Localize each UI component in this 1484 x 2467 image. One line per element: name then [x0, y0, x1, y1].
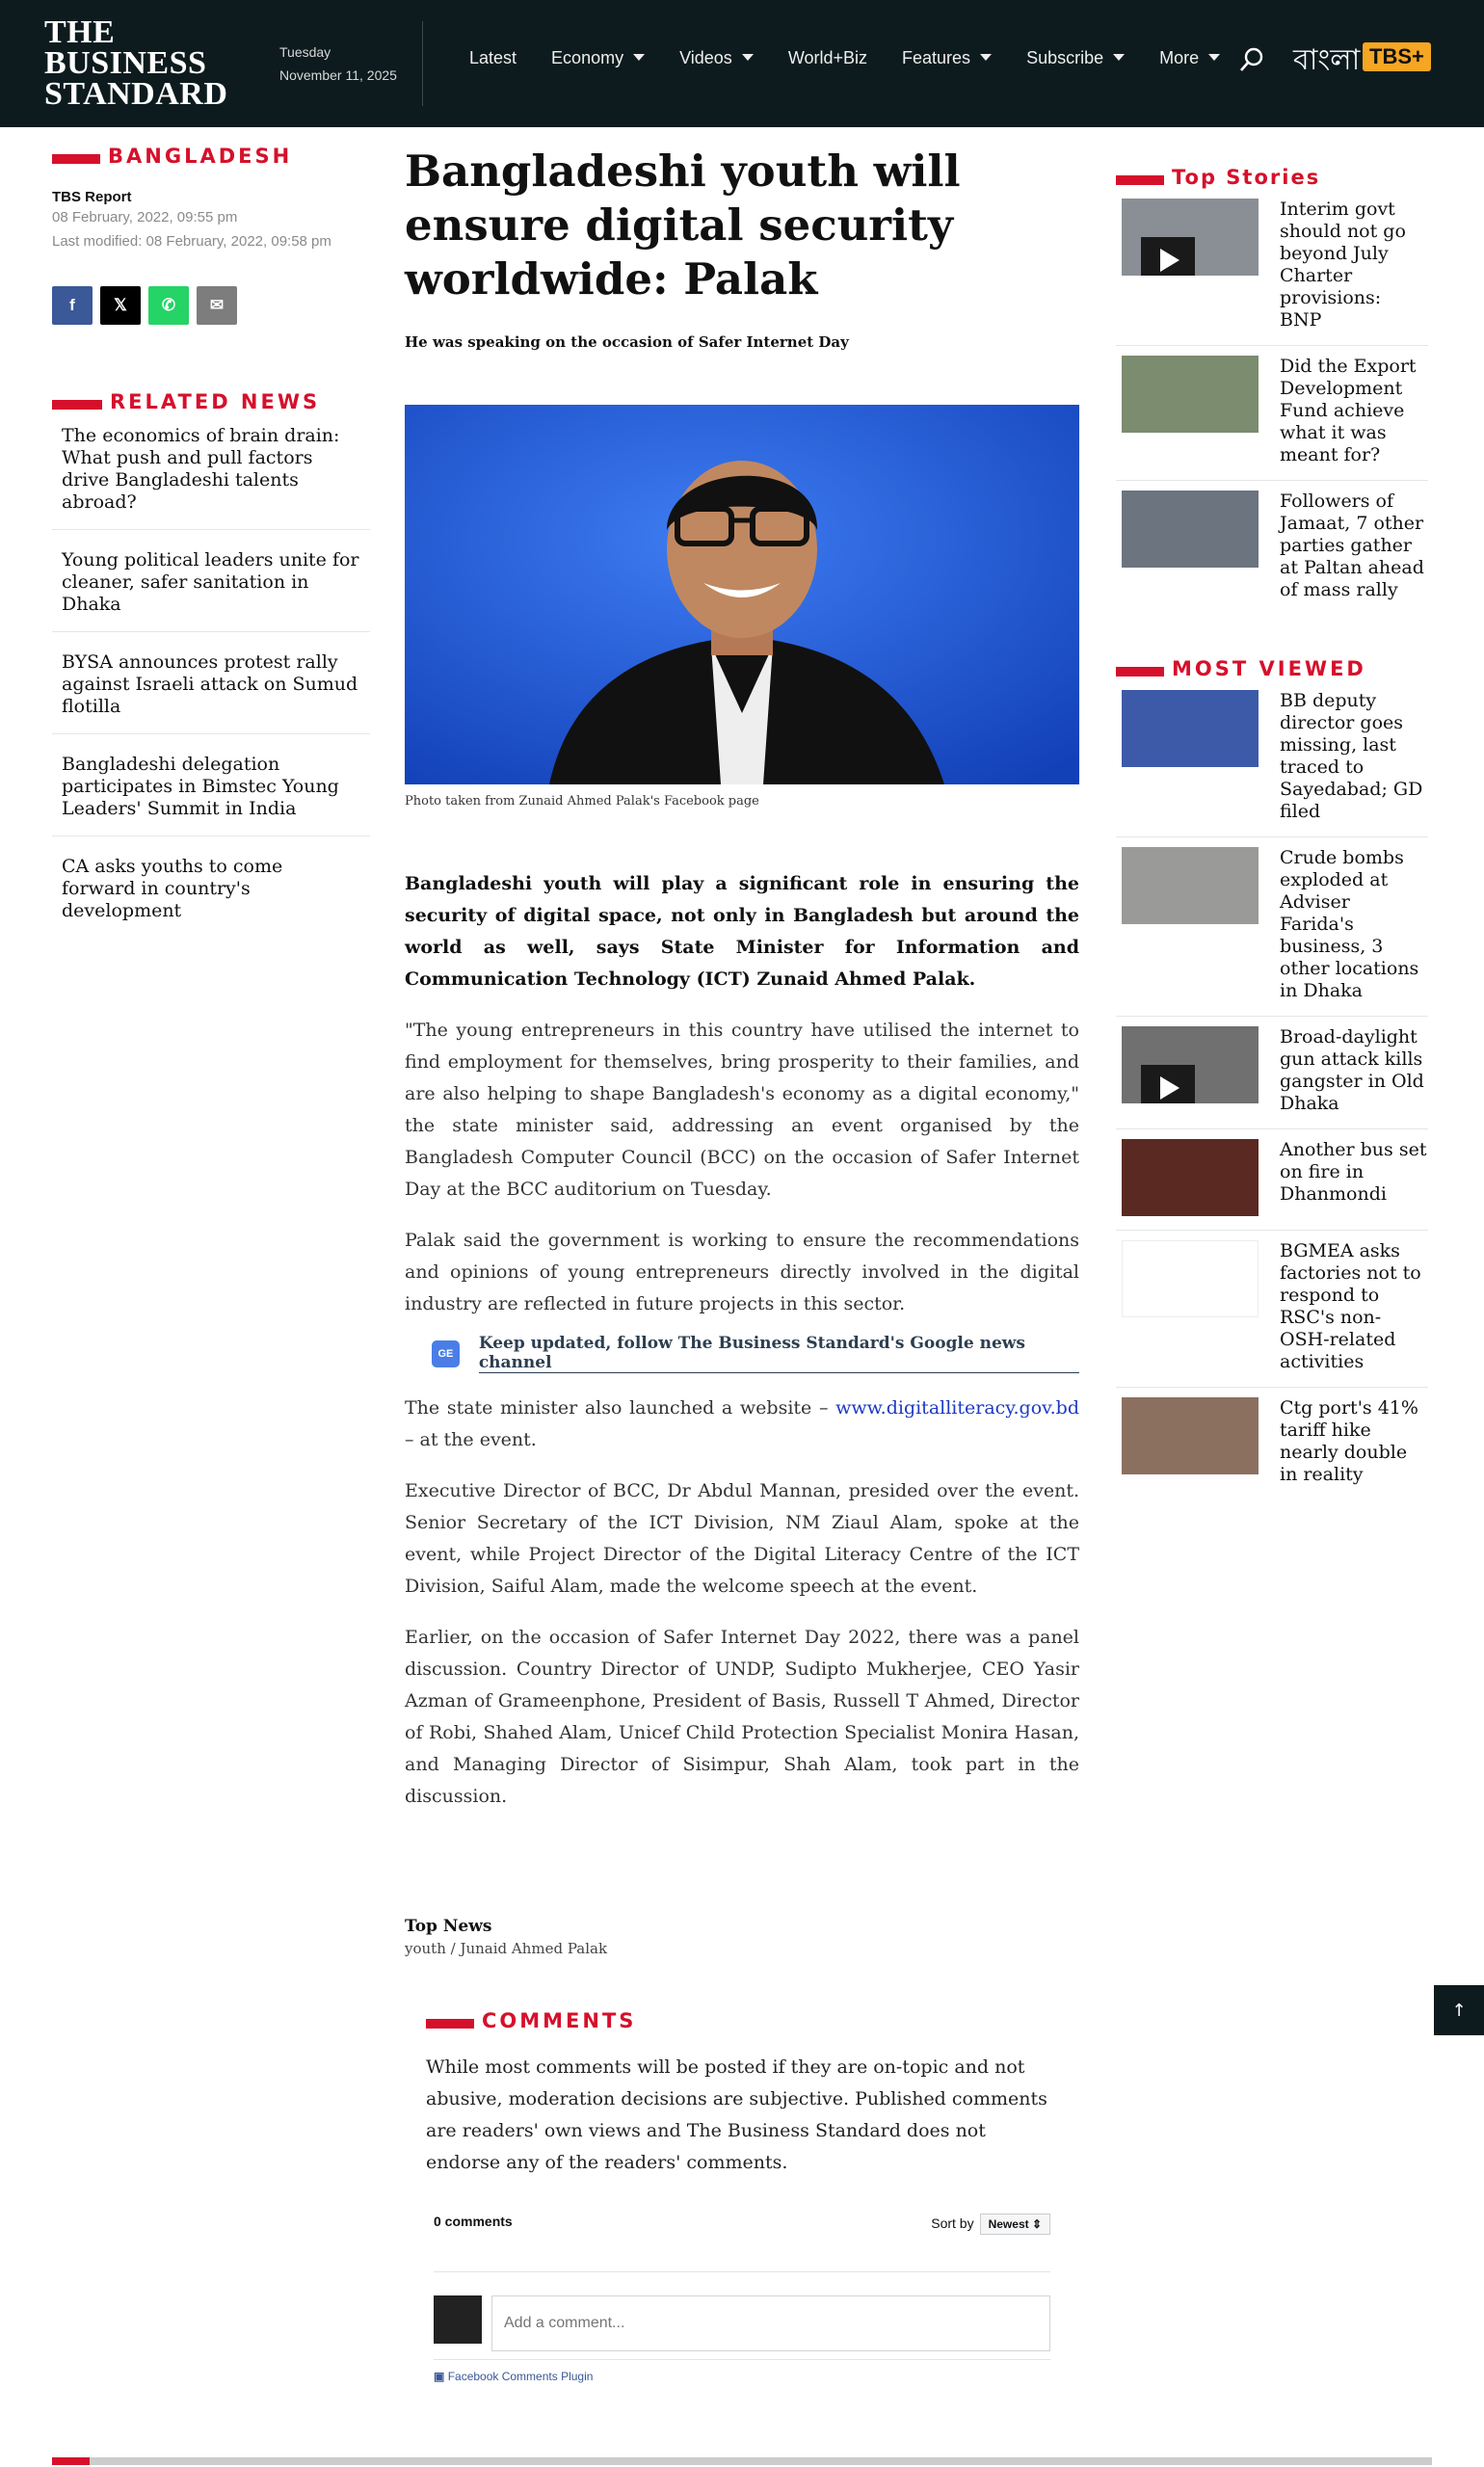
story-card[interactable]: [1116, 1388, 1428, 1499]
sort-dropdown[interactable]: Newest ⇕: [980, 2214, 1050, 2235]
play-icon[interactable]: [1141, 237, 1195, 276]
article-lead: Bangladeshi youth will play a significant role in ensuring the security of digital space, not only in Bangladesh but around the world as well, says State Minister for Information and Communication Technology (ICT) Zunaid Ahmed Palak.: [405, 873, 1079, 990]
portrait-image: [405, 405, 1079, 784]
story-thumbnail: [1122, 356, 1259, 433]
chevron-down-icon: [742, 54, 754, 61]
nav-item-subscribe[interactable]: [1026, 48, 1125, 68]
related-news-item[interactable]: The economics of brain drain: What push and pull factors drive Bangladeshi talents abroad?: [52, 413, 370, 530]
article-paragraph: [405, 1393, 1079, 1456]
article-paragraph: Palak said the government is working to ensure the recommendations and opinions of young entrepreneurs directly involved in the digital industry are reflected in future projects in this sector.: [405, 1230, 1079, 1314]
photo-caption: Photo taken from Zunaid Ahmed Palak's Facebook page: [405, 794, 759, 809]
comments-title: COMMENTS: [426, 2009, 1050, 2032]
related-news: [52, 390, 370, 938]
story-thumbnail: [1122, 491, 1259, 568]
google-news-icon: GE: [432, 1340, 460, 1367]
nav-item-features[interactable]: [902, 48, 992, 68]
facebook-icon[interactable]: f: [52, 286, 93, 325]
nav-item-economy[interactable]: [551, 48, 645, 68]
story-title: Interim govt should not go beyond July Charter provisions: BNP: [1280, 199, 1406, 331]
story-title: Broad-daylight gun attack kills gangster in Old Dhaka: [1280, 1026, 1424, 1114]
story-title: Did the Export Development Fund achieve what it was meant for?: [1280, 356, 1417, 465]
story-thumbnail: [1122, 199, 1259, 276]
site-logo[interactable]: [44, 14, 228, 112]
nav-label: Videos: [679, 48, 732, 67]
logo-line-3: STANDARD: [44, 76, 228, 112]
search-icon[interactable]: [1239, 46, 1264, 73]
most-viewed-list: [1116, 680, 1428, 1499]
chevron-down-icon: [1208, 54, 1220, 61]
site-header: [0, 0, 1484, 127]
byline: TBS Report: [52, 189, 132, 205]
story-thumbnail: [1122, 1026, 1259, 1103]
story-thumbnail: [1122, 1240, 1259, 1317]
article: [405, 145, 1079, 2383]
email-icon[interactable]: ✉: [197, 286, 237, 325]
header-divider: [422, 21, 423, 106]
comments-section: [426, 2009, 1050, 2383]
date-full: November 11, 2025: [279, 67, 397, 83]
article-tags[interactable]: youth / Junaid Ahmed Palak: [405, 1940, 608, 1957]
article-paragraph: Executive Director of BCC, Dr Abdul Mannan, presided over the event. Senior Secretary of the ICT Division, NM Ziaul Alam, spoke at the event, while Project Director of the Digital Literacy Centre of the ICT Division, Saiful Alam, made the welcome speech at the event.: [405, 1480, 1079, 1597]
top-stories-title: Top Stories: [1116, 166, 1428, 189]
reading-progress-fill: [52, 2457, 90, 2465]
story-card[interactable]: [1116, 481, 1428, 615]
comment-compose: [434, 2295, 1050, 2351]
story-card[interactable]: [1116, 1017, 1428, 1129]
whatsapp-icon[interactable]: ✆: [148, 286, 189, 325]
plugin-label: Facebook Comments Plugin: [447, 2370, 594, 2383]
top-stories-list: [1116, 189, 1428, 615]
avatar: [434, 2295, 482, 2344]
story-card[interactable]: [1116, 346, 1428, 481]
comments-header: [434, 2202, 1050, 2272]
comment-count: 0 comments: [434, 2214, 513, 2229]
sort-label: Sort by: [931, 2215, 974, 2231]
story-title: BGMEA asks factories not to respond to RSC's non-OSH-related activities: [1280, 1240, 1421, 1372]
logo-line-2: BUSINESS: [44, 45, 207, 81]
left-column: [52, 145, 370, 938]
main-nav: [469, 48, 1255, 68]
modified-date: Last modified: 08 February, 2022, 09:58 pm: [52, 233, 331, 250]
website-link[interactable]: www.digitalliteracy.gov.bd: [835, 1397, 1079, 1419]
story-thumbnail: [1122, 1397, 1259, 1474]
published-date: 08 February, 2022, 09:55 pm: [52, 209, 238, 225]
related-news-item[interactable]: Bangladeshi delegation participates in Bimstec Young Leaders' Summit in India: [52, 734, 370, 836]
article-paragraph: Earlier, on the occasion of Safer Internet Day 2022, there was a panel discussion. Country Director of UNDP, Sudipto Mukherjee, CEO Yasir Azman of Grameenphone, President of Basis, Russell T Ahmed, Director of Robi, Shahed Alam, Unicef Child Protection Specialist Monira Hasan, and Managing Director of Sisimpur, Shah Alam, took part in the discussion.: [405, 1627, 1079, 1807]
chevron-down-icon: [633, 54, 645, 61]
nav-item-latest[interactable]: [469, 48, 517, 68]
story-card[interactable]: [1116, 837, 1428, 1017]
paragraph-text: – at the event.: [405, 1429, 537, 1450]
story-title: Followers of Jamaat, 7 other parties gather at Paltan ahead of mass rally: [1280, 491, 1424, 600]
story-thumbnail: [1122, 690, 1259, 767]
story-card[interactable]: [1116, 1129, 1428, 1231]
tbs-plus-button[interactable]: TBS+: [1363, 42, 1431, 71]
facebook-icon: ▣: [434, 2370, 445, 2383]
story-title: Another bus set on fire in Dhanmondi: [1280, 1139, 1427, 1205]
nav-label: Subscribe: [1026, 48, 1104, 67]
bangla-edition-link[interactable]: বাংলা: [1293, 43, 1361, 77]
google-news-follow-link[interactable]: [432, 1334, 1079, 1373]
chevron-down-icon: [980, 54, 992, 61]
related-list: [52, 413, 370, 938]
nav-label: More: [1159, 48, 1200, 67]
article-title: Bangladeshi youth will ensure digital security worldwide: Palak: [405, 146, 961, 305]
story-card[interactable]: [1116, 189, 1428, 346]
story-card[interactable]: [1116, 680, 1428, 837]
article-paragraph: "The young entrepreneurs in this country have utilised the internet to find employment for themselves, bring prosperity to their families, and are also helping to shape Bangladesh's economy as a digital economy," the state minister said, addressing an event organised by the Bangladesh Computer Council (BCC) on the occasion of Safer Internet Day at the BCC auditorium on Tuesday.: [405, 1020, 1079, 1200]
related-news-item[interactable]: Young political leaders unite for cleaner, safer sanitation in Dhaka: [52, 530, 370, 632]
nav-label: Features: [902, 48, 971, 67]
related-news-item[interactable]: CA asks youths to come forward in country's development: [62, 856, 283, 921]
section-label[interactable]: BANGLADESH: [52, 145, 370, 168]
comments-notice: While most comments will be posted if they are on-topic and not abusive, moderation decisions are subjective. Published comments are readers' own views and The Business Standard does not endorse any of the readers' comments.: [426, 2056, 1047, 2173]
comments-marker: [426, 2019, 474, 2029]
story-title: BB deputy director goes missing, last traced to Sayedabad; GD filed: [1280, 690, 1423, 822]
related-news-title: RELATED NEWS: [52, 390, 370, 413]
top-stories-marker: [1116, 175, 1164, 185]
article-subtitle: He was speaking on the occasion of Safer Internet Day: [405, 333, 849, 351]
story-thumbnail: [1122, 847, 1259, 924]
section-marker: [52, 154, 100, 164]
article-photo: [405, 405, 1079, 784]
facebook-plugin-link[interactable]: [434, 2359, 1050, 2383]
google-news-label: Keep updated, follow The Business Standard's Google news channel: [479, 1334, 1079, 1373]
nav-label: World+Biz: [787, 48, 868, 67]
comment-input[interactable]: [491, 2295, 1050, 2351]
nav-item-more[interactable]: [1159, 48, 1220, 68]
x-icon[interactable]: 𝕏: [100, 286, 141, 325]
share-buttons: [52, 286, 370, 325]
nav-item-videos[interactable]: [679, 48, 754, 68]
story-title: Ctg port's 41% tariff hike nearly double in reality: [1280, 1397, 1418, 1485]
header-date: [279, 40, 397, 87]
paragraph-text: The state minister also launched a website –: [405, 1397, 836, 1419]
story-thumbnail: [1122, 1139, 1259, 1216]
logo-line-1: THE: [44, 14, 116, 50]
related-marker: [52, 400, 102, 410]
story-title: Crude bombs exploded at Adviser Farida's business, 3 other locations in Dhaka: [1280, 847, 1419, 1001]
date-weekday: Tuesday: [279, 44, 331, 60]
right-column: [1116, 166, 1428, 1499]
facebook-comments-box: [434, 2202, 1050, 2383]
most-viewed-marker: [1116, 667, 1164, 676]
story-card[interactable]: [1116, 1231, 1428, 1388]
nav-label: Economy: [551, 48, 624, 67]
top-news-label[interactable]: Top News: [405, 1917, 492, 1936]
scroll-to-top-button[interactable]: ↑: [1434, 1985, 1484, 2035]
related-news-item[interactable]: BYSA announces protest rally against Israeli attack on Sumud flotilla: [52, 632, 370, 734]
play-icon[interactable]: [1141, 1065, 1195, 1103]
most-viewed-title: MOST VIEWED: [1116, 657, 1428, 680]
nav-label: Latest: [469, 48, 517, 67]
sort-control: [931, 2214, 1050, 2235]
chevron-down-icon: [1113, 54, 1125, 61]
reading-progress-bar: [52, 2457, 1432, 2465]
nav-item-world-biz[interactable]: [788, 48, 867, 68]
